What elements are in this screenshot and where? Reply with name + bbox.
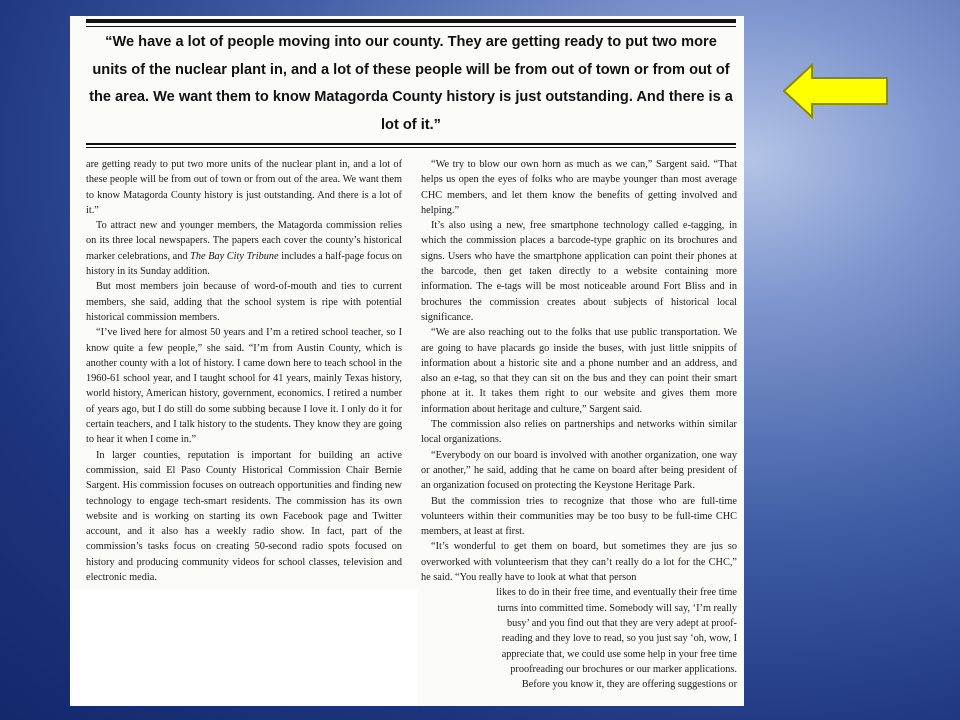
left-paragraph-5: In larger counties, reputation is important for building an active commission, said El Paso County Historical Commission Chair Bernie Sargent. His commission focuses on outreach opportunities and finding new technology to engage tech-smart residents. The commission has its own website and is working on starting its own Facebook page and Twitter account, and it also has a weekly radio show. In fact, part of the commission’s tasks focus on creating 50-second radio spots focused on history and producing community videos for school classes, television and electronic media. [86,449,402,584]
right-column [421,157,737,692]
right-paragraph-7: “It’s wonderful to get them on board, but sometimes they are jus so overworked with volunteerism that they can’t really do a lot for the CHC,” he said. “You really have to look at what that person [421,541,737,584]
ragged-line: appreciate that, we could use some help in your free time [501,648,737,660]
left-paragraph-2-text-a: To attract new and younger members, the Matagorda commission relies on its three local newspapers. The papers each cover the county’s historical marker celebrations, and [86,220,402,262]
right-paragraph-6: But the commission tries to recognize that those who are full-time volunteers within their communities may be too busy to be full-time CHC members, at least at first. [421,495,737,538]
ragged-line: likes to do in their free time, and eventually their free time [496,587,737,599]
ragged-line: proofreading our brochures or our marker applications. [510,663,737,675]
scanned-article-page [70,16,744,706]
ragged-line: turns into committed time. Somebody will say, ‘I’m really [497,602,737,614]
ragged-line: reading and they love to read, so you just say ‘oh, wow, I [501,633,737,645]
ragged-line: Before you know it, they are offering suggestions or [521,679,737,691]
left-arrow-shape [784,65,887,117]
top-rule-thin [86,26,736,27]
left-paragraph-2 [86,218,402,279]
pull-quote: “We have a lot of people moving into our county. They are getting ready to put two more units of the nuclear plant in, and a lot of these people will be from out of town or from out of the area. We want them to know Matagorda County history is just outstanding. And there is a lot of it.” [89,34,733,133]
bottom-rule-thick [86,143,736,145]
left-paragraph-3: But most members join because of word-of-mouth and ties to current members, she said, adding that the school system is ripe with potential historical commission members. [86,281,402,323]
left-paragraph-1: are getting ready to put two more units of the nuclear plant in, and a lot of these people will be from out of town or from out of the area. We want them to know Matagorda County history is just outstanding. And there is a lot of it.” [86,159,402,216]
ragged-line: busy’ and you find out that they are very adept at proof- [507,617,737,629]
newspaper-title: The Bay City Tribune [190,250,279,262]
right-paragraph-1: “We try to blow our own horn as much as we can,” Sargent said. “That helps us open the eyes of folks who are maybe younger than most average CHC members, and let them know the benefits of getting involved and helping.” [421,159,737,216]
left-arrow-icon [782,63,890,119]
top-rule-thick [86,19,736,23]
left-paragraph-4: “I’ve lived here for almost 50 years and I’m a retired school teacher, so I know quite a few people,” she said. “I’m from Austin County, which is another county with a lot of history. I came down here to teach school in the 1960-61 school year, and I taught school for 41 years, mainly Texas history, world history, American history, government, economics. I retired a number of years ago, but I do still do some subbing because I love it. I only do it for certain teachers, and I talk history to the students. They know they are going to hear it when I come in.” [86,327,402,446]
right-paragraph-3: “We are also reaching out to the folks that use public transportation. We are going to have placards go inside the buses, with just little snippits of information about a historic site and a phone number and an address, and also an e-tag, so that they can sit on the bus and they can point their smart phone at it. It takes them right to our website and gives them more information about heritage and culture,” Sargent said. [421,327,737,415]
left-column [86,157,402,585]
right-paragraph-5: “Everybody on our board is involved with another organization, one way or another,” he said, adding that he came on board after being president of an organization focused on protecting the Keystone Heritage Park. [421,449,737,492]
right-paragraph-4: The commission also relies on partnerships and networks within similar local organizations. [421,419,737,446]
bottom-rule-thin [86,147,736,148]
left-paragraph-2-text-b: includes a half-page focus on history in its Sunday addition. [86,250,402,278]
blank-cover-box [70,590,418,706]
right-paragraph-2: It’s also using a new, free smartphone technology called e-tagging, in which the commission places a barcode-type graphic on its brochures and signs. Users who have the smartphone application can point their phones at the barcode, then get taken directly to a website containing more information. The e-tags will be most noticeable around Fort Bliss and in brochures the commission creates about subjects of historical local significance. [421,220,737,323]
